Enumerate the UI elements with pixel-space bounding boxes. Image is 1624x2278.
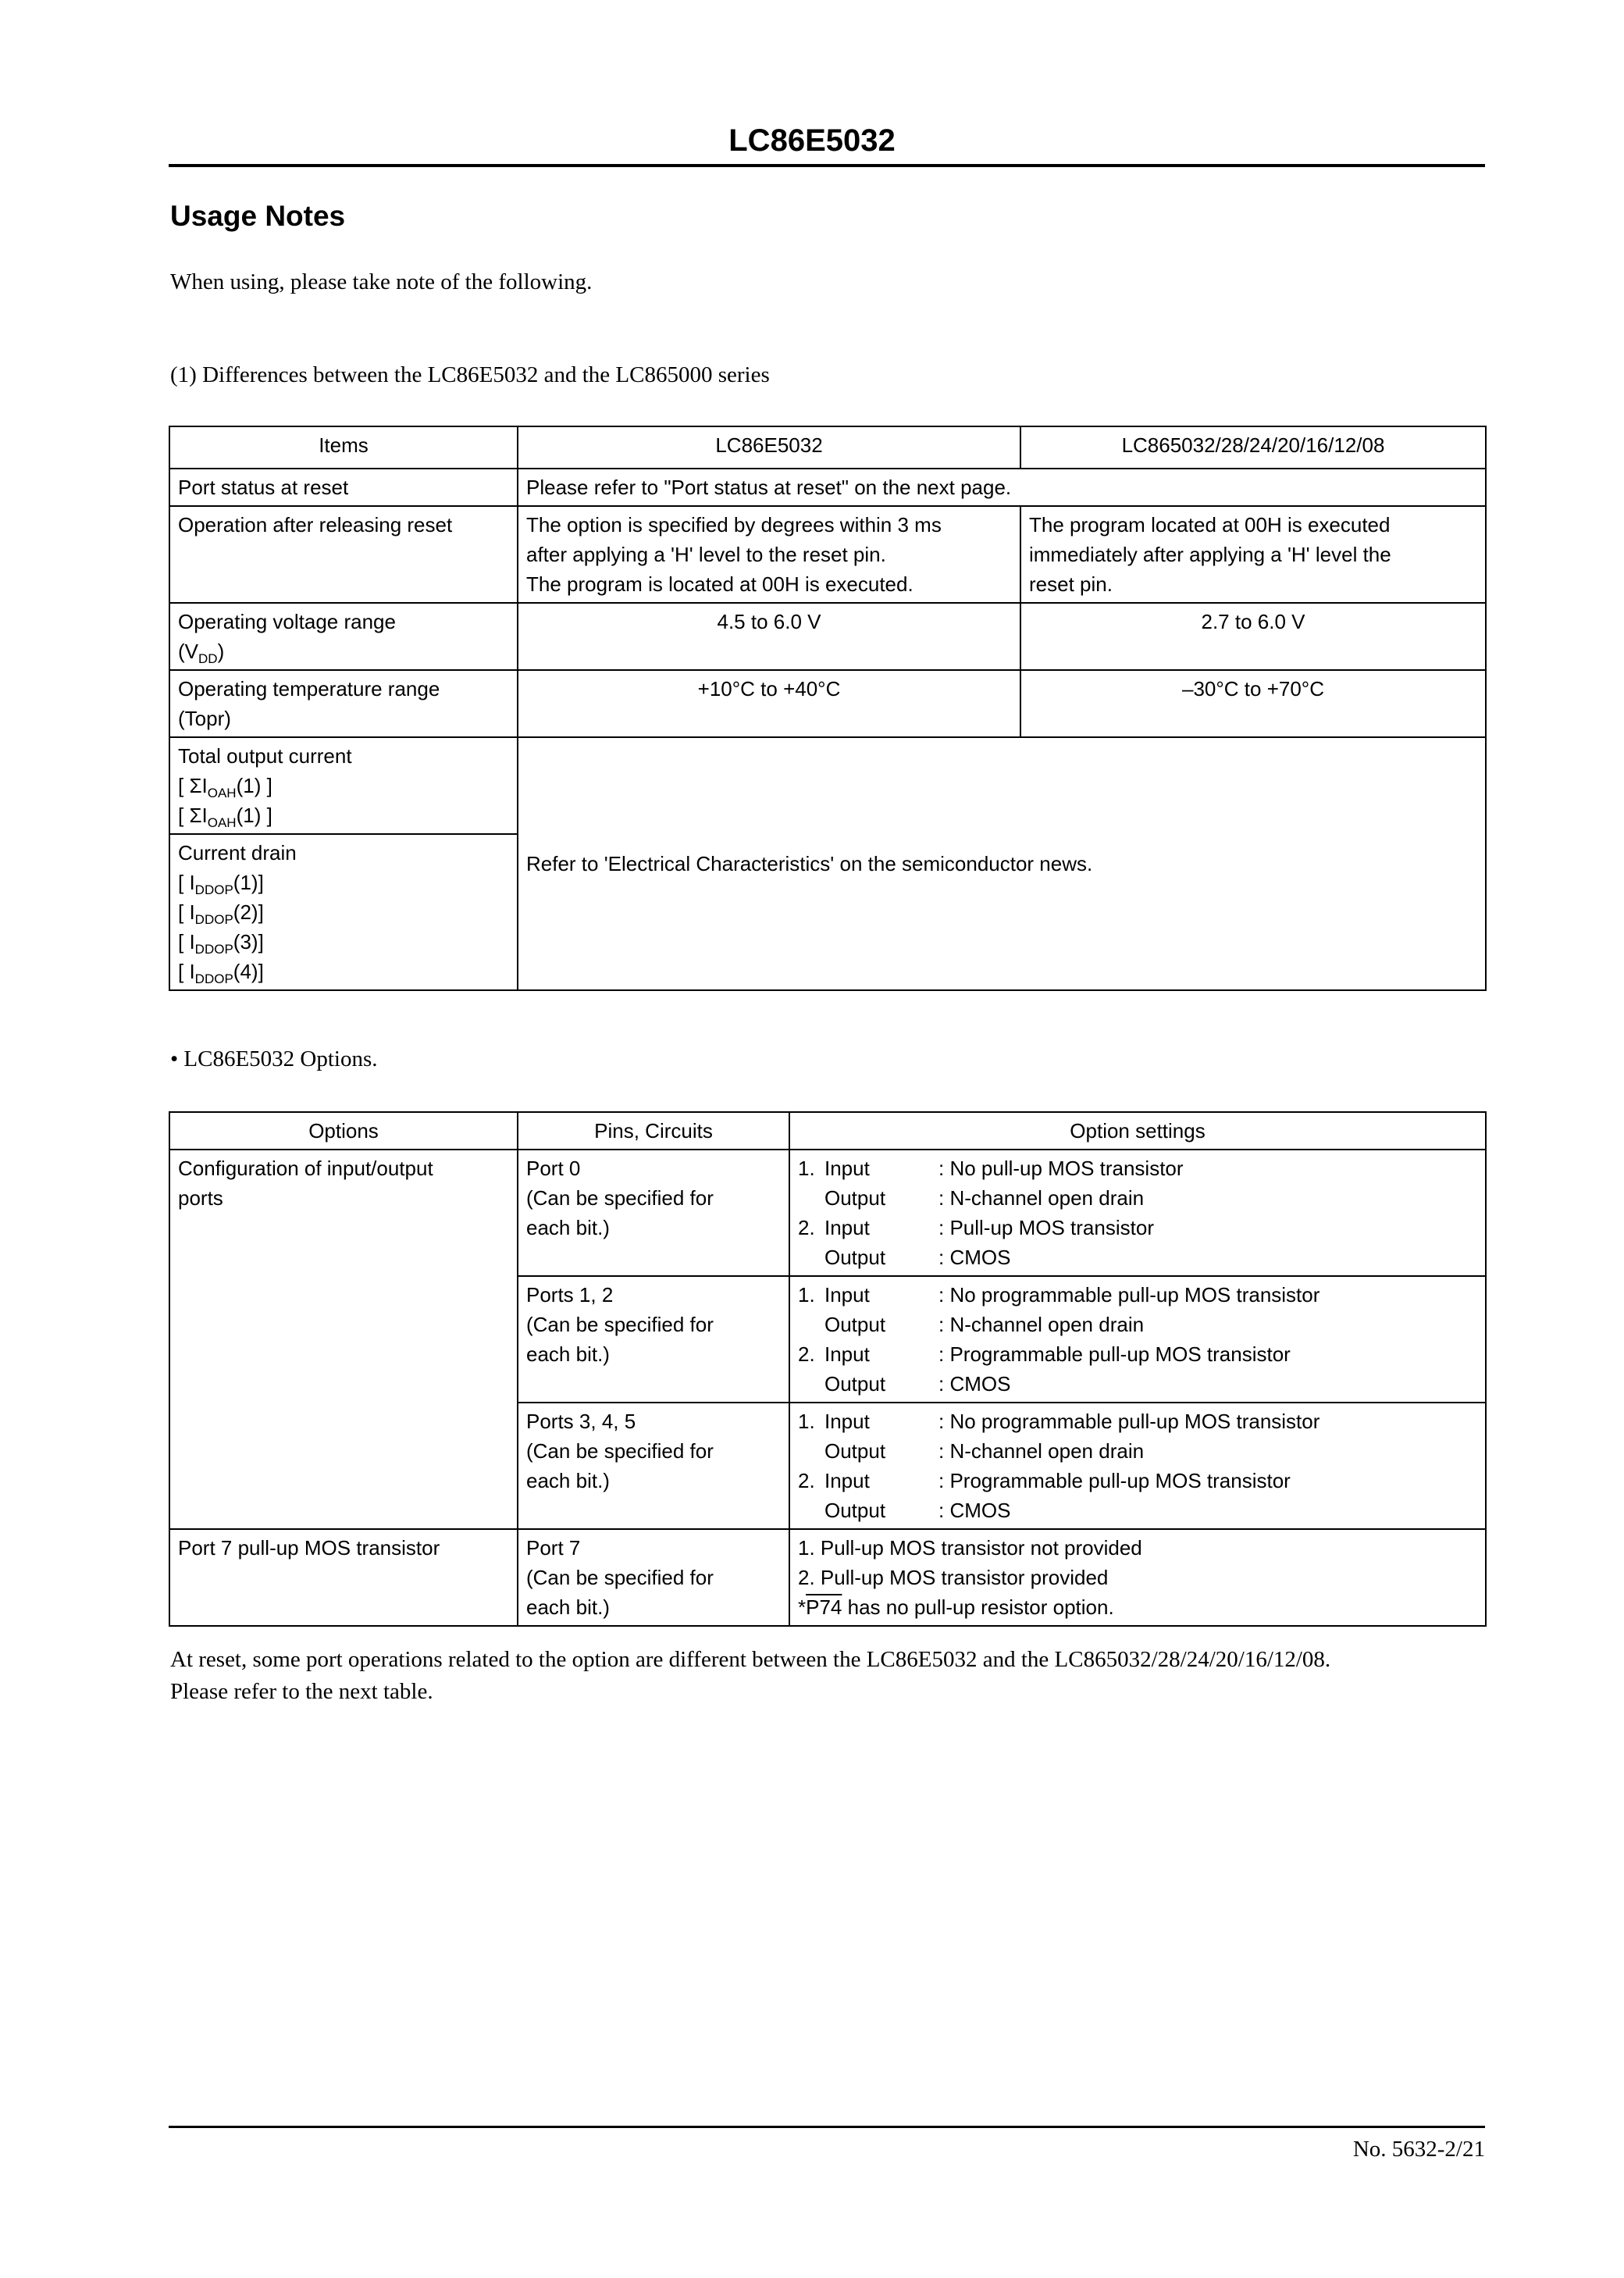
setting-number <box>798 1183 824 1213</box>
section-heading: Usage Notes <box>170 200 346 232</box>
text-line: (Can be specified for <box>526 1186 714 1210</box>
value-cell: 2.7 to 6.0 V <box>1020 603 1486 670</box>
options-heading: • LC86E5032 Options. <box>170 1046 378 1071</box>
setting-line <box>798 1436 1477 1466</box>
option-cell <box>169 1150 518 1529</box>
top-divider <box>169 164 1485 167</box>
setting-key: Output <box>824 1439 886 1463</box>
text-line: (Topr) <box>178 707 231 730</box>
text-line: (Can be specified for <box>526 1313 714 1336</box>
shared-value-cell: Refer to 'Electrical Characteristics' on the semiconductor news. <box>518 737 1486 990</box>
page-number: No. 5632-2/21 <box>1352 2137 1485 2162</box>
setting-line <box>798 1495 1477 1525</box>
text-line <box>178 771 509 800</box>
pins-cell <box>518 1529 789 1626</box>
text-line <box>178 800 509 830</box>
table-row <box>169 1150 1486 1276</box>
text-line <box>178 897 509 927</box>
setting-value: : CMOS <box>938 1499 1011 1522</box>
setting-value: : N-channel open drain <box>938 1439 1145 1463</box>
text-line: Configuration of input/output <box>178 1157 433 1180</box>
text-part: (4)] <box>233 960 264 983</box>
setting-number: 2. <box>798 1469 815 1492</box>
text-line: each bit.) <box>526 1342 610 1366</box>
text-part: [ I <box>178 871 195 894</box>
value-cell: +10°C to +40°C <box>518 670 1020 737</box>
column-header: LC865032/28/24/20/16/12/08 <box>1020 426 1486 469</box>
text-line <box>178 957 509 986</box>
text-part: [ I <box>178 930 195 954</box>
bottom-divider <box>169 2126 1485 2128</box>
setting-key: Input <box>824 1410 870 1433</box>
setting-key: Input <box>824 1342 870 1366</box>
value-cell <box>518 506 1020 603</box>
table-row <box>169 603 1486 670</box>
text-part: [ I <box>178 900 195 924</box>
differences-table <box>169 426 1487 991</box>
setting-number <box>798 1369 824 1399</box>
setting-number: 1. <box>798 1283 815 1307</box>
setting-value: : No programmable pull-up MOS transistor <box>938 1410 1320 1433</box>
settings-cell <box>789 1403 1486 1529</box>
setting-number <box>798 1495 824 1525</box>
pins-cell <box>518 1276 789 1403</box>
setting-value: : No programmable pull-up MOS transistor <box>938 1283 1320 1307</box>
subscript: DDOP <box>194 942 233 957</box>
setting-key: Output <box>824 1246 886 1269</box>
setting-value: : N-channel open drain <box>938 1313 1145 1336</box>
text-line: Please refer to the next table. <box>170 1679 433 1704</box>
setting-value: : Programmable pull-up MOS transistor <box>938 1469 1291 1492</box>
text-line <box>178 868 509 897</box>
text-line: 2. Pull-up MOS transistor provided <box>798 1566 1109 1589</box>
setting-number: 1. <box>798 1410 815 1433</box>
column-header: Options <box>169 1112 518 1150</box>
item-cell <box>169 670 518 737</box>
text-line: (Can be specified for <box>526 1566 714 1589</box>
column-header: Items <box>169 426 518 469</box>
text-line: The option is specified by degrees within 3 ms <box>526 513 942 537</box>
setting-number <box>798 1310 824 1339</box>
value-cell <box>1020 506 1486 603</box>
setting-value: : Pull-up MOS transistor <box>938 1216 1154 1239</box>
table-row <box>169 506 1486 603</box>
item-cell: Operation after releasing reset <box>169 506 518 603</box>
pin-name: P74 <box>806 1595 842 1619</box>
text-line: 1. Pull-up MOS transistor not provided <box>798 1536 1142 1560</box>
setting-line <box>798 1339 1477 1369</box>
text-line: (Can be specified for <box>526 1439 714 1463</box>
setting-key: Output <box>824 1372 886 1396</box>
text-line <box>178 636 509 666</box>
column-header: LC86E5032 <box>518 426 1020 469</box>
pins-cell <box>518 1150 789 1276</box>
setting-line <box>798 1406 1477 1436</box>
text-line <box>178 927 509 957</box>
text-line: immediately after applying a 'H' level the <box>1029 543 1391 566</box>
subscript: DDOP <box>194 882 233 897</box>
item-cell <box>169 834 518 990</box>
table-row <box>169 469 1486 506</box>
text-line: after applying a 'H' level to the reset pin. <box>526 543 886 566</box>
text-line: each bit.) <box>526 1216 610 1239</box>
setting-value: : CMOS <box>938 1372 1011 1396</box>
text-part: (1)] <box>233 871 264 894</box>
value-cell: –30°C to +70°C <box>1020 670 1486 737</box>
setting-line <box>798 1466 1477 1495</box>
settings-cell <box>789 1276 1486 1403</box>
setting-line <box>798 1153 1477 1183</box>
subscript: DDOP <box>194 971 233 986</box>
text-line: Operating temperature range <box>178 677 440 701</box>
value-cell: 4.5 to 6.0 V <box>518 603 1020 670</box>
text-line: At reset, some port operations related to the option are different between the LC86E5032 and the LC865032/28/24/20/16/12/08. <box>170 1647 1331 1672</box>
setting-key: Output <box>824 1313 886 1336</box>
setting-key: Input <box>824 1157 870 1180</box>
text-part: ) <box>217 640 225 663</box>
setting-key: Output <box>824 1499 886 1522</box>
footer-note <box>170 1644 1330 1708</box>
item-cell: Port status at reset <box>169 469 518 506</box>
column-header: Pins, Circuits <box>518 1112 789 1150</box>
text-line: Operating voltage range <box>178 610 396 633</box>
text-line: The program located at 00H is executed <box>1029 513 1391 537</box>
setting-number: 2. <box>798 1342 815 1366</box>
text-line: Ports 1, 2 <box>526 1283 614 1307</box>
setting-number: 2. <box>798 1216 815 1239</box>
setting-line <box>798 1213 1477 1242</box>
subscript: OAH <box>207 815 237 830</box>
table-header-row <box>169 1112 1486 1150</box>
setting-key: Input <box>824 1216 870 1239</box>
text-part: (3)] <box>233 930 264 954</box>
setting-key: Output <box>824 1186 886 1210</box>
intro-text: When using, please take note of the following. <box>170 269 593 294</box>
text-line: Total output current <box>178 744 352 768</box>
table-row <box>169 737 1486 834</box>
column-header: Option settings <box>789 1112 1486 1150</box>
setting-value: : N-channel open drain <box>938 1186 1145 1210</box>
value-cell: Please refer to "Port status at reset" on the next page. <box>518 469 1486 506</box>
subscript: OAH <box>207 786 237 800</box>
settings-cell <box>789 1529 1486 1626</box>
setting-line <box>798 1369 1477 1399</box>
text-line: Port 0 <box>526 1157 581 1180</box>
text-part: has no pull-up resistor option. <box>842 1595 1114 1619</box>
table-header-row <box>169 426 1486 469</box>
settings-cell <box>789 1150 1486 1276</box>
setting-value: : No pull-up MOS transistor <box>938 1157 1184 1180</box>
options-table <box>169 1111 1487 1627</box>
setting-key: Input <box>824 1469 870 1492</box>
text-part: * <box>798 1595 807 1619</box>
setting-number: 1. <box>798 1157 815 1180</box>
setting-number <box>798 1242 824 1272</box>
table-row <box>169 1529 1486 1626</box>
subscript: DDOP <box>194 912 233 927</box>
setting-line <box>798 1242 1477 1272</box>
setting-value: : CMOS <box>938 1246 1011 1269</box>
subscript: DD <box>198 651 218 666</box>
item-cell <box>169 737 518 834</box>
text-part: (V <box>178 640 198 663</box>
text-line: each bit.) <box>526 1595 610 1619</box>
text-part: [ ΣI <box>178 804 208 827</box>
document-title: LC86E5032 <box>728 123 896 158</box>
pins-cell <box>518 1403 789 1529</box>
table-row <box>169 670 1486 737</box>
option-cell: Port 7 pull-up MOS transistor <box>169 1529 518 1626</box>
text-line: Port 7 <box>526 1536 581 1560</box>
differences-heading: (1) Differences between the LC86E5032 and the LC865000 series <box>170 362 770 387</box>
text-line: Ports 3, 4, 5 <box>526 1410 636 1433</box>
text-line: reset pin. <box>1029 572 1113 596</box>
text-part: [ I <box>178 960 195 983</box>
text-line: The program is located at 00H is executed. <box>526 572 914 596</box>
text-line <box>798 1592 1477 1622</box>
text-line: each bit.) <box>526 1469 610 1492</box>
setting-line <box>798 1310 1477 1339</box>
setting-value: : Programmable pull-up MOS transistor <box>938 1342 1291 1366</box>
setting-number <box>798 1436 824 1466</box>
item-cell <box>169 603 518 670</box>
setting-line <box>798 1183 1477 1213</box>
text-part: (2)] <box>233 900 264 924</box>
setting-key: Input <box>824 1283 870 1307</box>
text-line: ports <box>178 1186 223 1210</box>
setting-line <box>798 1280 1477 1310</box>
text-part: [ ΣI <box>178 774 208 797</box>
text-part: (1) ] <box>236 774 272 797</box>
text-part: (1) ] <box>236 804 272 827</box>
text-line: Current drain <box>178 841 297 864</box>
